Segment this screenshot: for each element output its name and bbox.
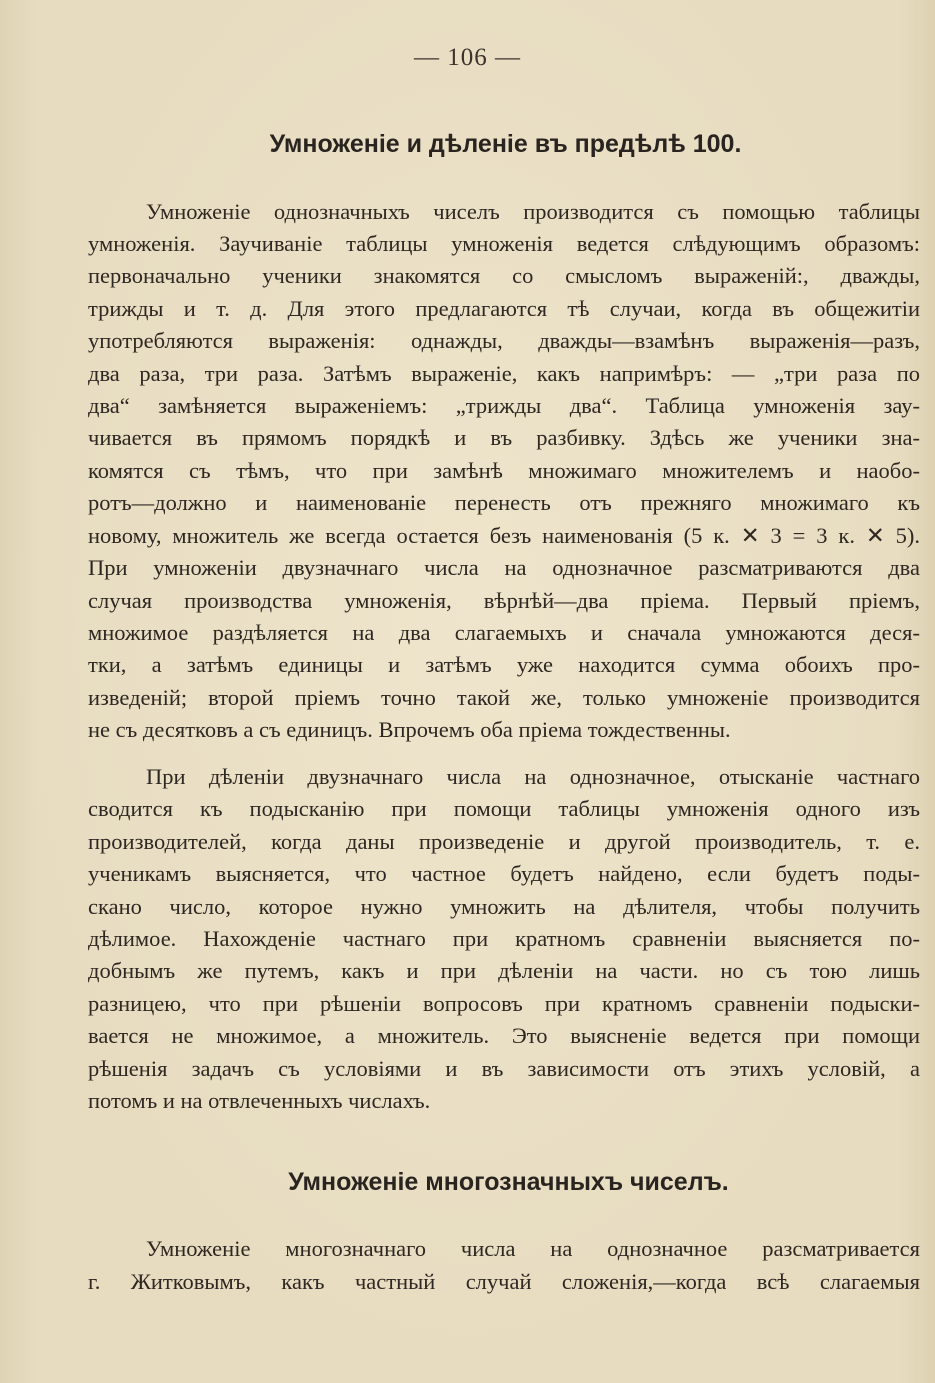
text-line: скано число, которое нужно умножить на дѣлителя, чтобы получить <box>88 894 920 919</box>
text-line: разницею, что при рѣшеніи вопросовъ при кратномъ сравненіи подыски- <box>88 991 920 1016</box>
text-line: При умноженіи двузначнаго числа на однозначное разсматриваются два <box>88 555 920 580</box>
page-number: — 106 — <box>414 44 521 71</box>
text-line: потомъ и на отвлеченныхъ числахъ. <box>88 1088 431 1113</box>
text-line: дѣлимое. Нахожденіе частнаго при кратномъ сравненіи выясняется по- <box>88 926 920 951</box>
section-heading-multiplication-division: Умноженіе и дѣленіе въ предѣлѣ 100. <box>269 130 742 158</box>
text-line: ученикамъ выясняется, что частное будетъ найдено, если будетъ поды- <box>88 861 920 886</box>
text-line: ротъ—должно и наименованіе перенесть отъ прежняго множимаго къ <box>88 490 920 515</box>
text-line: употребляются выраженія: однажды, дважды—взамѣнъ выраженія—разъ, <box>88 328 920 353</box>
text-line: тки, а затѣмъ единицы и затѣмъ уже находится сумма обоихъ про- <box>88 652 920 677</box>
text-line: трижды и т. д. Для этого предлагаются тѣ случаи, когда въ общежитіи <box>88 296 920 321</box>
text-line: Умноженіе многозначнаго числа на однозначное разсматривается <box>146 1236 920 1261</box>
text-line: не съ десятковъ а съ единицъ. Впрочемъ оба пріема тождественны. <box>88 717 731 742</box>
text-line: два“ замѣняется выраженіемъ: „трижды два“. Таблица умноженія зау- <box>88 393 920 418</box>
text-line: умноженія. Заучиваніе таблицы умноженія ведется слѣдующимъ образомъ: <box>88 231 920 256</box>
text-line: При дѣленіи двузначнаго числа на однозначное, отысканіе частнаго <box>146 764 920 789</box>
text-line: рѣшенія задачъ съ условіями и въ зависимости отъ этихъ условій, а <box>88 1056 920 1081</box>
text-line: новому, множитель же всегда остается безъ наименованія (5 к. ✕ 3 = 3 к. ✕ 5). <box>88 523 920 548</box>
text-line: чивается въ прямомъ порядкѣ и въ разбивку. Здѣсь же ученики зна- <box>88 425 920 450</box>
text-line: два раза, три раза. Затѣмъ выраженіе, какъ напримѣръ: — „три раза по <box>88 361 920 386</box>
text-line: производителей, когда даны произведеніе и другой производитель, т. е. <box>88 829 920 854</box>
text-line: сводится къ подысканію при помощи таблицы умноженія одного изъ <box>88 796 920 821</box>
text-line: множимое раздѣляется на два слагаемыхъ и сначала умножаются деся- <box>88 620 920 645</box>
text-line: первоначально ученики знакомятся со смысломъ выраженій:, дважды, <box>88 263 920 288</box>
text-line: случая производства умноженія, вѣрнѣй—два пріема. Первый пріемъ, <box>88 588 920 613</box>
text-line: комятся съ тѣмъ, что при замѣнѣ множимаго множителемъ и наобо- <box>88 458 920 483</box>
text-line: г. Житковымъ, какъ частный случай сложенія,—когда всѣ слагаемыя <box>88 1269 920 1294</box>
text-line: изведеній; второй пріемъ точно такой же, только умноженіе производится <box>88 685 920 710</box>
section-heading-multidigit-multiplication: Умноженіе многозначныхъ чиселъ. <box>288 1168 729 1196</box>
text-line: вается не множимое, а множитель. Это выясненіе ведется при помощи <box>88 1023 920 1048</box>
text-line: Умноженіе однозначныхъ чиселъ производится съ помощью таблицы <box>146 199 920 224</box>
text-line: добнымъ же путемъ, какъ и при дѣленіи на части. но съ тою лишь <box>88 958 920 983</box>
